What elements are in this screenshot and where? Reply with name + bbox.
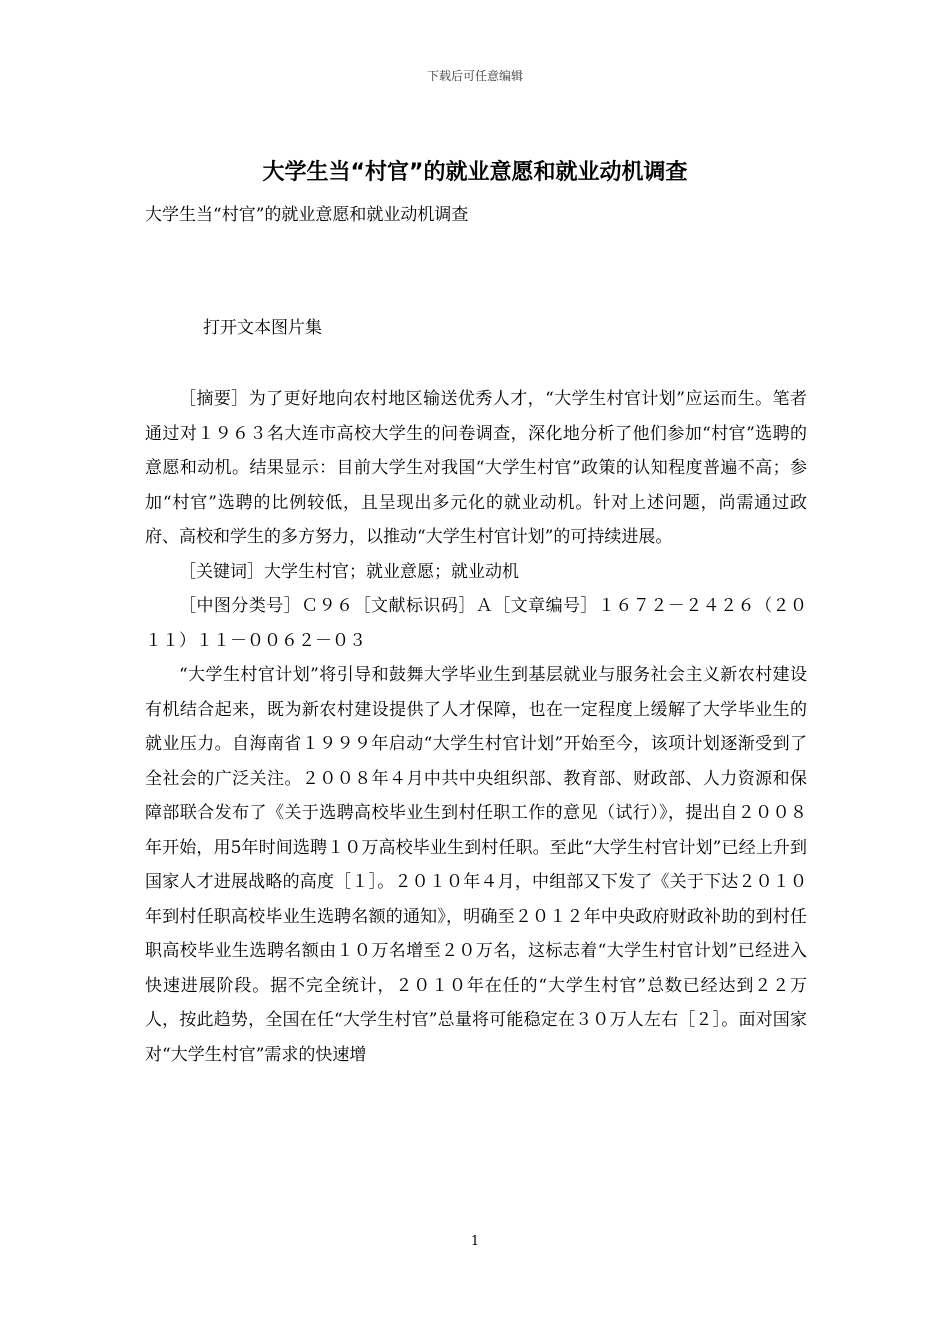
- page-number: 1: [470, 1234, 480, 1249]
- header-note: 下载后可任意编辑: [426, 69, 523, 83]
- document-subtitle: 大学生当“村官”的就业意愿和就业动机调查: [145, 205, 469, 225]
- document-title: 大学生当“村官”的就业意愿和就业动机调查: [262, 160, 688, 185]
- abstract-paragraph: ［摘要］为了更好地向农村地区输送优秀人才，“大学生村官计划”应运而生。笔者通过对１９６３名大连市高校大学生的问卷调查，深化地分析了他们参加“村官”选聘的意愿和动机。结果显示：目前大学生对我国“大学生村官”政策的认知程度普遍不高；参加“村官”选聘的比例较低，且呈现出多元化的就业动机。针对上述问题，尚需通过政府、高校和学生的多方努力，以推动“大学生村官计划”的可持续进展。: [145, 389, 807, 547]
- body-paragraph: “大学生村官计划”将引导和鼓舞大学毕业生到基层就业与服务社会主义新农村建设有机结合起来，既为新农村建设提供了人才保障，也在一定程度上缓解了大学毕业生的就业压力。自海南省１９９９年启动“大学生村官计划”开始至今，该项计划逐渐受到了全社会的广泛关注。２００８年４月中共中央组织部、教育部、财政部、人力资源和保障部联合发布了《关于选聘高校毕业生到村任职工作的意见（试行）》，提出自２００８年开始，用5年时间选聘１０万高校毕业生到村任职。至此“大学生村官计划”已经上升到国家人才进展战略的高度［１］。２０１０年４月，中组部又下发了《关于下达２０１０年到村任职高校毕业生选聘名额的通知》，明确至２０１２年中央政府财政补助的到村任职高校毕业生选聘名额由１０万名增至２０万名，这标志着“大学生村官计划”已经进入快速进展阶段。据不完全统计，２０１０年在任的“大学生村官”总数已经达到２２万人，按此趋势，全国在任“大学生村官”总量将可能稳定在３０万人左右［２］。面对国家对“大学生村官”需求的快速增: [145, 665, 807, 1065]
- image-gallery-link[interactable]: 打开文本图片集: [203, 318, 322, 338]
- keywords-paragraph: ［关键词］大学生村官；就业意愿；就业动机: [179, 561, 519, 582]
- classification-paragraph: ［中图分类号］Ｃ９６［文献标识码］Ａ［文章编号］１６７２－２４２６（２０１１）１１－００６２－０３: [145, 596, 807, 651]
- document-body: [145, 382, 807, 1072]
